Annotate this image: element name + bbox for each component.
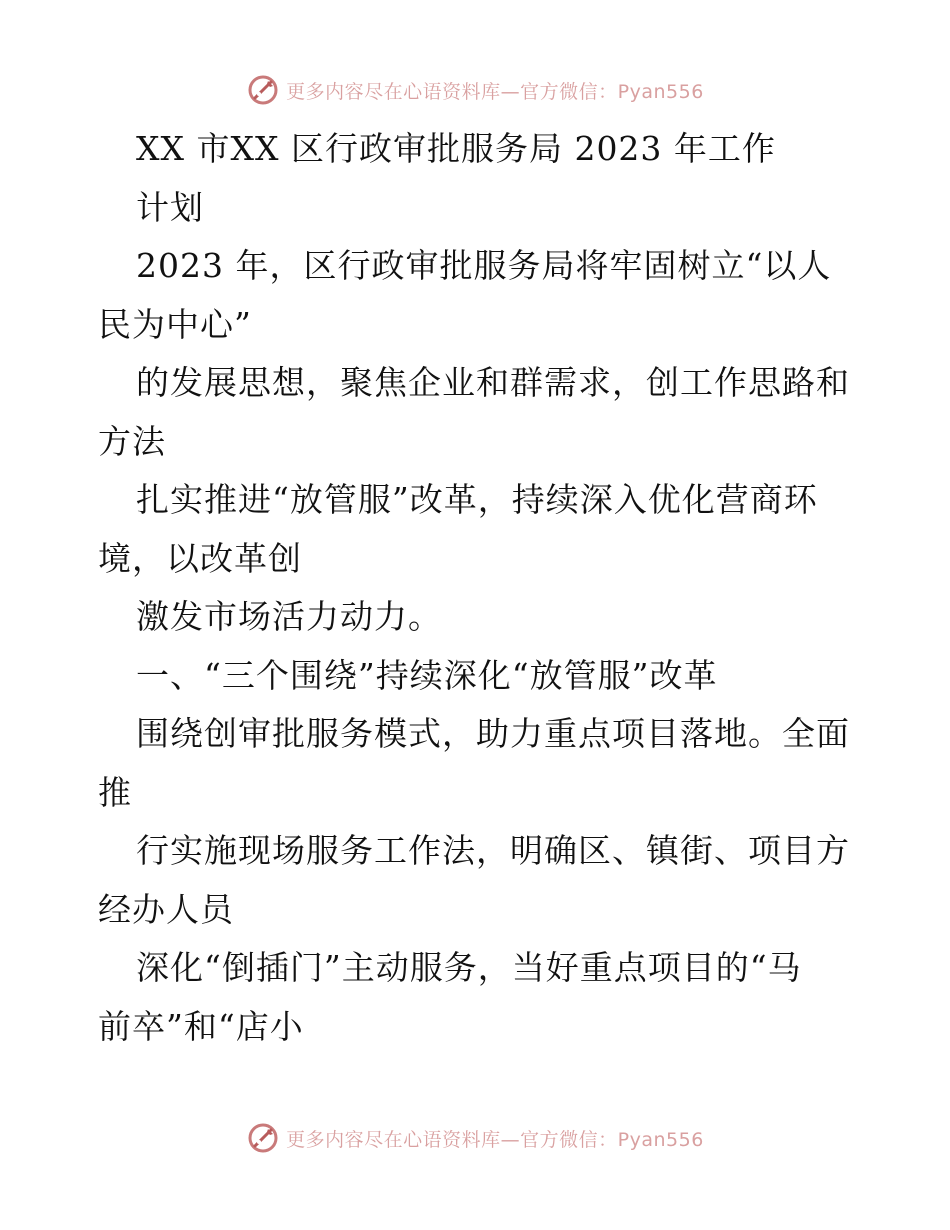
text-line: 行实施现场服务工作法，明确区、镇街、项目方 [136, 831, 850, 870]
footer-watermark [0, 1120, 950, 1156]
text-line: 深化“倒插门”主动服务，当好重点项目的“马 [136, 948, 802, 987]
text-line: 方法 [98, 421, 166, 461]
text-line: XX 市XX 区行政审批服务局 2023 年工作 [136, 129, 776, 168]
text-line: 的发展思想，聚焦企业和群需求，创工作思路和 [136, 363, 850, 402]
text-line: 一、“三个围绕”持续深化“放管服”改革 [136, 655, 718, 695]
text-line: 激发市场活力动力。 [136, 597, 442, 636]
text-line: 2023 年，区行政审批服务局将牢固树立“以人 [136, 246, 832, 285]
text-line: 推 [98, 772, 132, 812]
text-line: 围绕创审批服务模式，助力重点项目落地。全面 [136, 714, 850, 753]
text-line: 扎实推进“放管服”改革，持续深入优化营商环 [136, 480, 818, 519]
watermark-text: 更多内容尽在心语资料库—官方微信：Pyan556 [286, 1128, 704, 1151]
header-watermark [0, 72, 950, 108]
text-line: 境，以改革创 [98, 538, 302, 578]
document-body [98, 120, 858, 1056]
pen-circle-logo-icon [246, 73, 280, 107]
text-line: 民为中心” [98, 304, 252, 344]
pen-circle-logo-icon [246, 1121, 280, 1155]
text-line: 前卒”和“店小 [98, 1006, 304, 1046]
text-line: 经办人员 [98, 889, 234, 929]
watermark-text: 更多内容尽在心语资料库—官方微信：Pyan556 [286, 80, 704, 103]
text-line: 计划 [136, 187, 204, 227]
